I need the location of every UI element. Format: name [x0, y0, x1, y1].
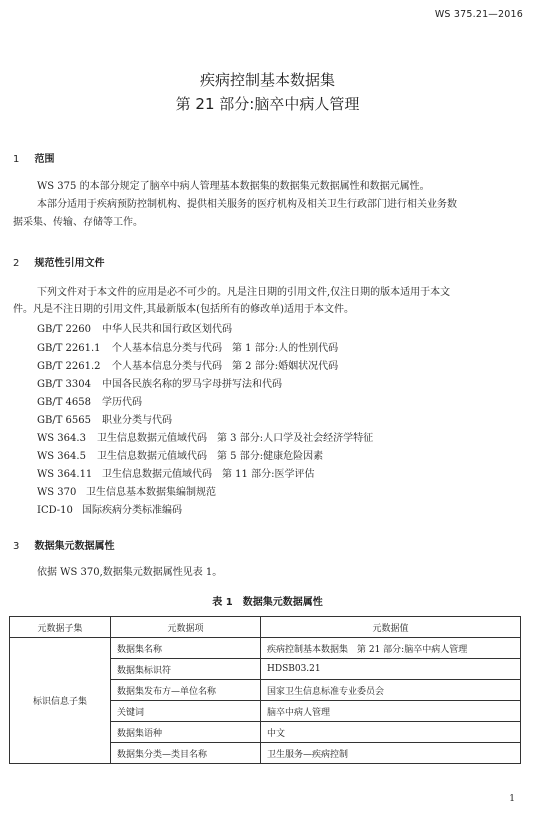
metadata-item: 数据集语种 — [111, 722, 261, 743]
reference-item — [37, 483, 216, 498]
table-header-row — [10, 617, 521, 638]
document-subtitle: 第 21 部分:脑卒中病人管理 — [175, 95, 360, 113]
metadata-item: 数据集标识符 — [111, 659, 261, 680]
metadata-item: 关键词 — [111, 701, 261, 722]
standard-code: WS 375.21—2016 — [434, 9, 523, 20]
section-number: 2 — [13, 258, 20, 269]
paragraph-continuation: 据采集、传输、存储等工作。 — [13, 217, 143, 228]
section-number: 1 — [13, 154, 20, 165]
paragraph-continuation: 件。凡是不注日期的引用文件,其最新版本(包括所有的修改单)适用于本文件。 — [13, 304, 354, 315]
reference-code: GB/T 4658 — [37, 397, 92, 408]
reference-item — [37, 411, 172, 426]
metadata-value: 脑卒中病人管理 — [261, 701, 521, 722]
metadata-value: 卫生服务—疾病控制 — [261, 743, 521, 764]
column-header: 元数据子集 — [10, 617, 111, 638]
reference-title: 职业分类与代码 — [102, 415, 172, 426]
reference-item — [37, 393, 142, 408]
reference-code: WS 364.3 — [37, 433, 86, 444]
reference-item — [37, 501, 182, 516]
reference-title: 中华人民共和国行政区划代码 — [102, 324, 232, 335]
metadata-value: 疾病控制基本数据集 第 21 部分:脑卒中病人管理 — [261, 638, 521, 659]
metadata-attribute-table — [9, 616, 521, 764]
reference-code: GB/T 2261.2 — [37, 361, 101, 372]
metadata-value: HDSB03.21 — [261, 659, 521, 680]
reference-code: WS 364.5 — [37, 451, 86, 462]
reference-title: 国际疾病分类标准编码 — [82, 505, 182, 516]
metadata-item: 数据集名称 — [111, 638, 261, 659]
paragraph: 下列文件对于本文件的应用是必不可少的。凡是注日期的引用文件,仅注日期的版本适用于本文 — [37, 287, 451, 298]
reference-title: 个人基本信息分类与代码 第 2 部分:婚姻状况代码 — [112, 361, 339, 372]
reference-code: WS 364.11 — [37, 469, 93, 480]
document-title: 疾病控制基本数据集 — [199, 71, 335, 89]
reference-item — [37, 447, 323, 462]
metadata-value: 国家卫生信息标准专业委员会 — [261, 680, 521, 701]
reference-code: GB/T 6565 — [37, 415, 92, 426]
reference-code: WS 370 — [37, 487, 77, 498]
reference-code: GB/T 3304 — [37, 379, 92, 390]
metadata-value: 中文 — [261, 722, 521, 743]
reference-title: 学历代码 — [102, 397, 142, 408]
column-header: 元数据值 — [261, 617, 521, 638]
reference-title: 卫生信息数据元值域代码 第 11 部分:医学评估 — [102, 469, 315, 480]
paragraph: 本部分适用于疾病预防控制机构、提供相关服务的医疗机构及相关卫生行政部门进行相关业务数 — [37, 199, 457, 210]
section-2-heading — [13, 251, 104, 270]
table-row — [10, 638, 521, 659]
section-number: 3 — [13, 541, 20, 552]
reference-code: GB/T 2261.1 — [37, 343, 101, 354]
reference-title: 个人基本信息分类与代码 第 1 部分:人的性别代码 — [112, 343, 339, 354]
subset-group-cell: 标识信息子集 — [10, 638, 111, 764]
reference-code: ICD-10 — [37, 505, 73, 516]
reference-title: 卫生信息基本数据集编制规范 — [86, 487, 216, 498]
reference-code: GB/T 2260 — [37, 324, 92, 335]
paragraph: 依据 WS 370,数据集元数据属性见表 1。 — [37, 567, 223, 578]
reference-title: 卫生信息数据元值域代码 第 5 部分:健康危险因素 — [97, 451, 324, 462]
reference-item — [37, 465, 314, 480]
reference-title: 中国各民族名称的罗马字母拼写法和代码 — [102, 379, 282, 390]
reference-item — [37, 429, 373, 444]
paragraph: WS 375 的本部分规定了脑卒中病人管理基本数据集的数据集元数据属性和数据元属性。 — [37, 181, 430, 192]
section-1-heading — [13, 147, 54, 166]
reference-item — [37, 339, 338, 354]
metadata-item: 数据集发布方—单位名称 — [111, 680, 261, 701]
column-header: 元数据项 — [111, 617, 261, 638]
reference-item — [37, 375, 282, 390]
reference-item — [37, 320, 232, 335]
section-title: 数据集元数据属性 — [34, 541, 115, 552]
section-title: 规范性引用文件 — [34, 258, 105, 269]
metadata-item: 数据集分类—类目名称 — [111, 743, 261, 764]
reference-item — [37, 357, 338, 372]
table-caption: 表 1 数据集元数据属性 — [212, 597, 323, 608]
reference-title: 卫生信息数据元值域代码 第 3 部分:人口学及社会经济学特征 — [97, 433, 374, 444]
section-3-heading — [13, 534, 114, 553]
section-title: 范围 — [34, 154, 55, 165]
page-number: 1 — [509, 794, 515, 804]
